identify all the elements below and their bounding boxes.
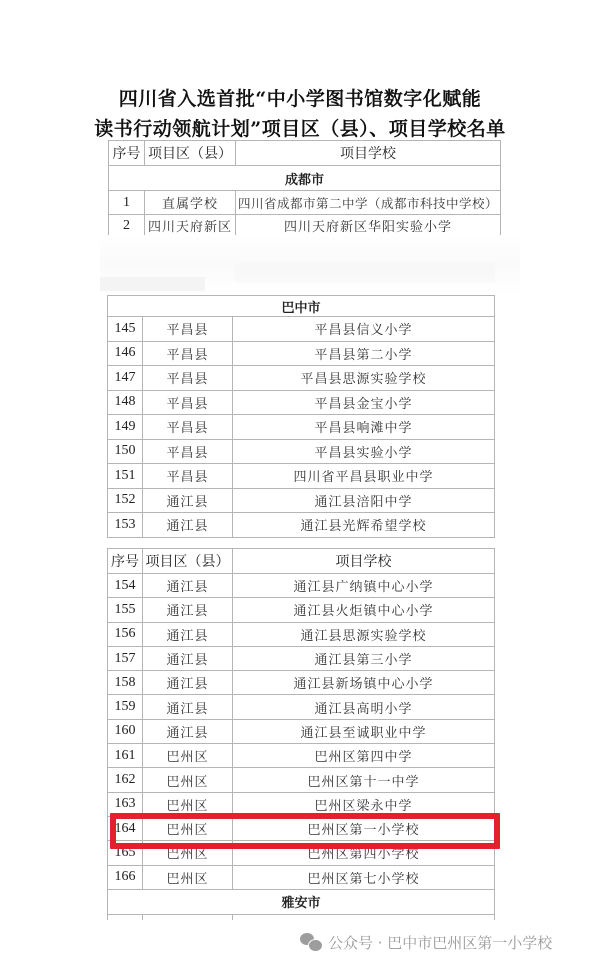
row-district: 通江县	[143, 574, 233, 598]
row-school: 通江县新场镇中心小学	[233, 671, 495, 695]
row-district: 通江县	[143, 488, 233, 513]
row-district: 平昌县	[143, 439, 233, 464]
row-no: 148	[108, 390, 143, 415]
column-header-school: 项目学校	[236, 141, 501, 166]
row-district: 巴州区	[143, 841, 233, 865]
column-header-district: 项目区（县）	[145, 141, 236, 166]
row-school: 巴州区第一小学校	[233, 816, 495, 840]
table-row	[108, 646, 495, 670]
row-school: 四川省平昌县职业中学	[233, 464, 495, 489]
row-no: 160	[108, 719, 143, 743]
column-header-school: 项目学校	[233, 549, 495, 574]
document-title-line1: 四川省入选首批“中小学图书馆数字化赋能	[118, 88, 482, 110]
row-district: 通江县	[143, 695, 233, 719]
row-district: 平昌县	[143, 341, 233, 366]
row-school: 巴州区第七小学校	[233, 865, 495, 889]
row-no: 155	[108, 598, 143, 622]
city-row	[108, 296, 495, 317]
column-header-no: 序号	[108, 549, 143, 574]
blur-artifact	[100, 277, 205, 291]
row-no: 166	[108, 865, 143, 889]
city-name: 巴中市	[108, 296, 495, 317]
city-row	[109, 166, 501, 191]
row-school: 通江县至诚职业中学	[233, 719, 495, 743]
table-header-row	[109, 141, 501, 166]
table-row	[108, 574, 495, 598]
row-school: 平昌县实验小学	[233, 439, 495, 464]
table-row	[108, 464, 495, 489]
watermark	[300, 930, 552, 954]
row-school: 平昌县第二小学	[233, 341, 495, 366]
row-no: 2	[109, 215, 145, 237]
row-no: 147	[108, 366, 143, 391]
column-header-no: 序号	[109, 141, 145, 166]
school-table-bazhong	[107, 295, 495, 538]
row-school: 通江县广纳镇中心小学	[233, 574, 495, 598]
city-name: 雅安市	[108, 889, 495, 914]
row-district: 巴州区	[143, 865, 233, 889]
table-row-cutoff	[108, 914, 495, 920]
table-row	[108, 366, 495, 391]
column-header-district: 项目区（县）	[143, 549, 233, 574]
row-district: 通江县	[143, 513, 233, 538]
city-name: 成都市	[109, 166, 501, 191]
row-school: 通江县第三小学	[233, 646, 495, 670]
row-school: 平昌县金宝小学	[233, 390, 495, 415]
blur-artifact	[235, 262, 495, 282]
row-district: 平昌县	[143, 390, 233, 415]
table-row	[108, 622, 495, 646]
row-school: 巴州区第四中学	[233, 744, 495, 768]
row-no: 158	[108, 671, 143, 695]
table-row	[108, 415, 495, 440]
row-district: 平昌县	[143, 415, 233, 440]
row-no: 156	[108, 622, 143, 646]
row-school: 通江县火炬镇中心小学	[233, 598, 495, 622]
city-row	[108, 889, 495, 914]
row-district: 平昌县	[143, 366, 233, 391]
row-school: 平昌县信义小学	[233, 317, 495, 342]
row-district: 通江县	[143, 671, 233, 695]
row-school: 通江县高明小学	[233, 695, 495, 719]
row-no: 154	[108, 574, 143, 598]
row-school: 平昌县思源实验学校	[233, 366, 495, 391]
table-row	[108, 598, 495, 622]
row-school: 通江县涪阳中学	[233, 488, 495, 513]
row-school: 平昌县响滩中学	[233, 415, 495, 440]
table-row	[109, 191, 501, 215]
row-no: 159	[108, 695, 143, 719]
row-district: 平昌县	[143, 317, 233, 342]
row-district: 通江县	[143, 646, 233, 670]
table-row	[108, 719, 495, 743]
wechat-icon	[300, 933, 322, 951]
row-district: 通江县	[143, 622, 233, 646]
row-district: 四川天府新区	[145, 215, 236, 237]
table-row	[108, 488, 495, 513]
row-district: 通江县	[143, 719, 233, 743]
row-no: 149	[108, 415, 143, 440]
table-row	[108, 695, 495, 719]
row-no: 153	[108, 513, 143, 538]
table-row	[108, 744, 495, 768]
school-table-continued	[107, 548, 495, 920]
row-no: 145	[108, 317, 143, 342]
row-school: 巴州区第四小学校	[233, 841, 495, 865]
row-district: 通江县	[143, 598, 233, 622]
table-row	[108, 865, 495, 889]
row-school: 巴州区第十一中学	[233, 768, 495, 792]
row-district: 平昌县	[143, 464, 233, 489]
highlight-box	[110, 813, 500, 849]
row-school: 四川天府新区华阳实验小学	[236, 215, 501, 237]
school-table-chengdu	[108, 140, 501, 237]
row-district: 巴州区	[143, 792, 233, 816]
row-no: 152	[108, 488, 143, 513]
row-no: 161	[108, 744, 143, 768]
row-no: 151	[108, 464, 143, 489]
row-district: 巴州区	[143, 744, 233, 768]
row-school: 通江县思源实验学校	[233, 622, 495, 646]
row-no: 150	[108, 439, 143, 464]
row-school: 巴州区梁永中学	[233, 792, 495, 816]
row-no: 146	[108, 341, 143, 366]
row-district: 巴州区	[143, 816, 233, 840]
row-no: 163	[108, 792, 143, 816]
row-no: 165	[108, 841, 143, 865]
row-school: 四川省成都市第二中学（成都市科技中学校）	[236, 191, 501, 215]
table-row	[108, 513, 495, 538]
watermark-text: 公众号 · 巴中市巴州区第一小学校	[328, 933, 553, 952]
table-row	[108, 768, 495, 792]
table-row	[108, 341, 495, 366]
document-title-line2: 读书行动领航计划”项目区（县）、项目学校名单	[94, 118, 506, 140]
table-row	[109, 215, 501, 237]
row-no: 1	[109, 191, 145, 215]
row-school: 通江县光辉希望学校	[233, 513, 495, 538]
table-header-row	[108, 549, 495, 574]
row-no: 164	[108, 816, 143, 840]
table-row	[108, 390, 495, 415]
row-district: 直属学校	[145, 191, 236, 215]
table-row	[108, 317, 495, 342]
row-no: 157	[108, 646, 143, 670]
row-no: 162	[108, 768, 143, 792]
table-row	[108, 671, 495, 695]
row-district: 巴州区	[143, 768, 233, 792]
table-row	[108, 439, 495, 464]
